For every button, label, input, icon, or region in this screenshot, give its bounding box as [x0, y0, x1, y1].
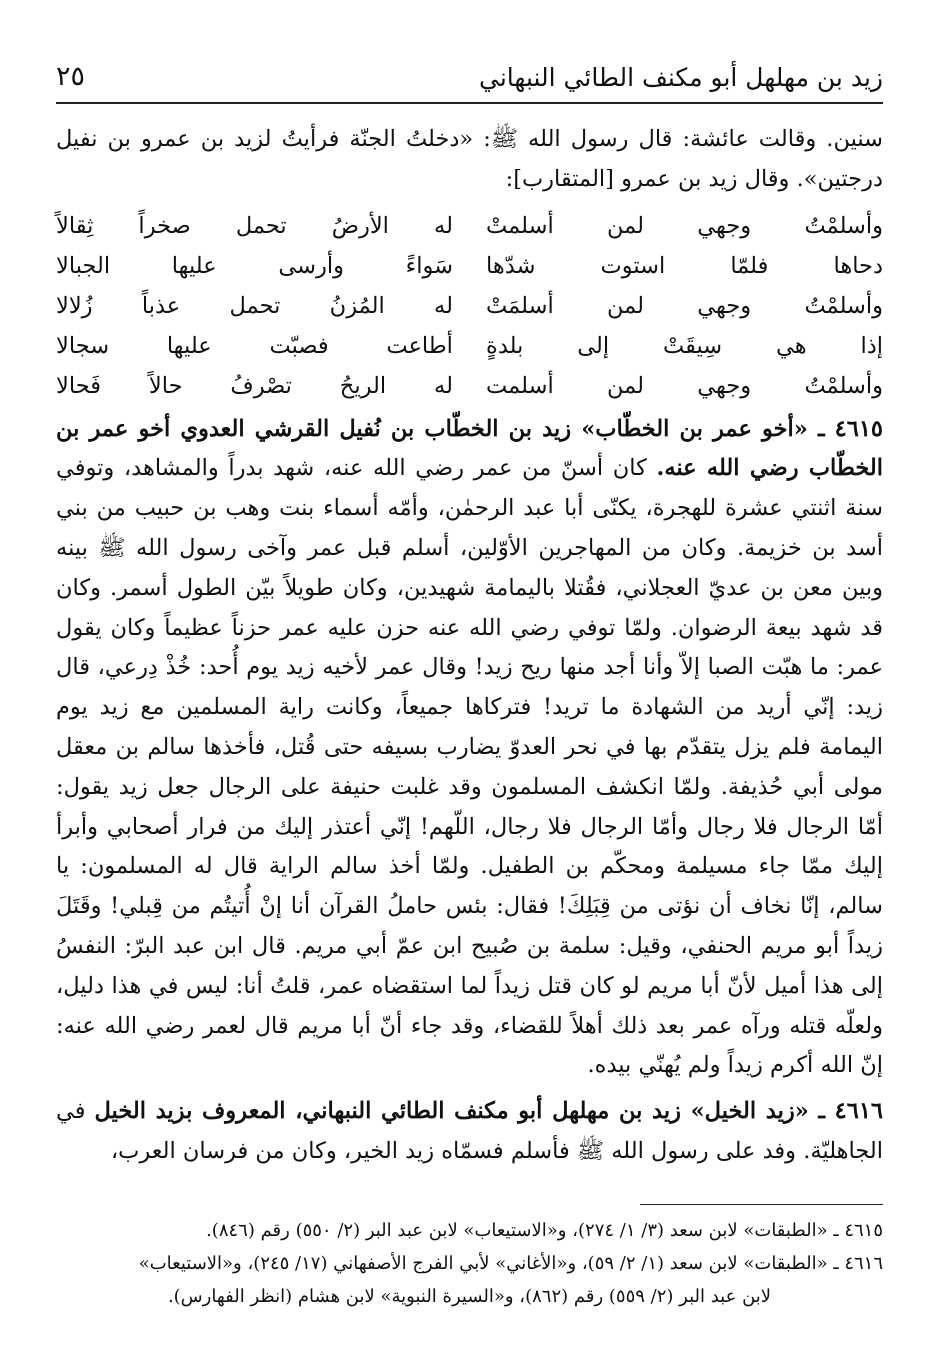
verse-first-hemistich: وأسلمْتُ وجهي لمن أسلمت: [486, 372, 883, 399]
intro-paragraph: سنين. وقالت عائشة: قال رسول الله ﷺ: «دخلتُ الجنّة فرأيتُ لزيد بن عمرو بن نفيل درجتين». وقال زيد بن عمرو [المتقارب]:: [56, 126, 883, 192]
entry-4615-text: كان أسنّ من عمر رضي الله عنه، شهد بدراً والمشاهد، وتوفي سنة اثنتي عشرة للهجرة، يكنّى أبا عبد الرحمٰن، وأمّه أسماء بنت وهب بن حبيب من بني أسد بن خزيمة. وكان من المهاجرين الأوّلين، أسلم قبل عمر وآخى رسول الله ﷺ بينه وبين معن بن عديّ العجلاني، فقُتلا باليمامة شهيدين، وكان طويلاً بيّن الطول أسمر. وكان قد شهد بيعة الرضوان. ولمّا توفي رضي الله عنه حزن عليه عمر حزناً عظيماً وكان يقول عمر: ما هبّت الصبا إلاّ وأنا أجد منها ريح زيد! وقال عمر لأخيه زيد يوم أُحد: خُذْ دِرعي، قال زيد: إنّي أريد من الشهادة ما تريد! فتركاها جميعاً، وكانت راية المسلمين مع زيد يوم اليمامة فلم يزل يتقدّم بها في نحر العدوّ يضارب بسيفه حتى قُتل، فأخذها سالم بن معقل مولى أبي حُذيفة. ولمّا انكشف المسلمون وقد غلبت حنيفة على الرجال جعل زيد يقول: أمّا الرجال فلا رجال وأمّا الرجال فلا رجال، اللّهم! إنّي أعتذر إليك من فرار أصحابي وأبرأ إليك ممّا جاء مسيلمة ومحكّم بن الطفيل. ولمّا أخذ سالم الراية قال له المسلمون: يا سالم، إنّا نخاف أن نؤتى من قِبَلِكَ! فقال: بئس حاملُ القرآن أنا إنْ أُتيتُم من قِبلي! وقَتَلَ زيداً أبو مريم الحنفي، وقيل: سلمة بن صُبيح ابن عمّ أبي مريم. قال ابن عبد البرّ: النفسُ إلى هذا أميل لأنّ أبا مريم لو كان قتل زيداً لما استقضاه عمر، قلتُ أنا: ليس في هذا دليل، ولعلّه قتله ورآه عمر بعد ذلك أهلاً للقضاء، وقد جاء أنّ أبا مريم قال لعمر رضي الله عنه: إنّ الله أكرم زيداً ولم يُهنّي بيده.: [56, 455, 883, 1079]
poem-verse: [56, 246, 883, 286]
verse-first-hemistich: دحاها فلمّا استوت شدّها: [486, 252, 883, 279]
running-title: زيد بن مهلهل أبو مكنف الطائي النبهاني: [479, 63, 883, 92]
page-number: ٢٥: [56, 61, 86, 92]
footnote-divider: [640, 1204, 883, 1205]
page-body: [56, 120, 883, 1172]
footnote-4615: ٤٦١٥ ـ «الطبقات» لابن سعد (٣/ ١/ ٢٧٤)، و«الاستيعاب» لابن عبد البر (٢/ ٥٥٠) رقم (٨٤٦).: [206, 1220, 883, 1241]
verse-second-hemistich: سَواءً وأرسى عليها الجبالا: [56, 252, 453, 279]
verse-second-hemistich: أطاعت فصبّت عليها سجالا: [56, 332, 453, 359]
poem-verse: [56, 286, 883, 326]
footnotes: [56, 1214, 883, 1313]
verse-second-hemistich: له الأرضُ تحمل صخراً ثِقالاً: [56, 212, 453, 239]
verse-first-hemistich: إذا هي سِيقَتْ إلى بلدةٍ: [486, 332, 883, 359]
entry-4615-title: ٤٦١٥ ـ «أخو عمر بن الخطّاب» زيد بن الخطّاب بن نُفيل القرشي العدوي أخو عمر بن الخطّاب رضي الله عنه.: [56, 415, 883, 482]
poem-verse: [56, 326, 883, 366]
verse-second-hemistich: له الريحُ تصْرفُ حالاً فَحالا: [56, 372, 453, 399]
poem-verse: [56, 206, 883, 246]
footnote-4616: ٤٦١٦ ـ «الطبقات» لابن سعد (١/ ٢/ ٥٩)، و«الأغاني» لأبي الفرج الأصفهاني (١٧/ ٢٤٥)، و«الاستيعاب»: [138, 1253, 883, 1274]
entry-4616-text: في الجاهليّة. وفد على رسول الله ﷺ فأسلم فسمّاه زيد الخير، وكان من فرسان العرب،: [56, 1098, 883, 1164]
entry-4616-title: ٤٦١٦ ـ «زيد الخيل» زيد بن مهلهل أبو مكنف الطائي النبهاني، المعروف بزيد الخيل: [94, 1098, 883, 1125]
poem-verse: [56, 366, 883, 406]
footnote-4616-continuation: لابن عبد البر (٢/ ٥٥٩) رقم (٨٦٢)، و«السيرة النبوية» لابن هشام (انظر الفهارس).: [167, 1286, 772, 1307]
verse-second-hemistich: له المُزنُ تحمل عذباً زُلالا: [56, 292, 453, 319]
entry-4615: [56, 410, 883, 1087]
page-header: [56, 52, 883, 104]
verse-first-hemistich: وأسلمْتُ وجهي لمن أسلمتْ: [486, 212, 883, 239]
poem: [56, 206, 883, 406]
entry-4616: [56, 1092, 883, 1172]
verse-first-hemistich: وأسلمْتُ وجهي لمن أسلمَتْ: [486, 292, 883, 319]
